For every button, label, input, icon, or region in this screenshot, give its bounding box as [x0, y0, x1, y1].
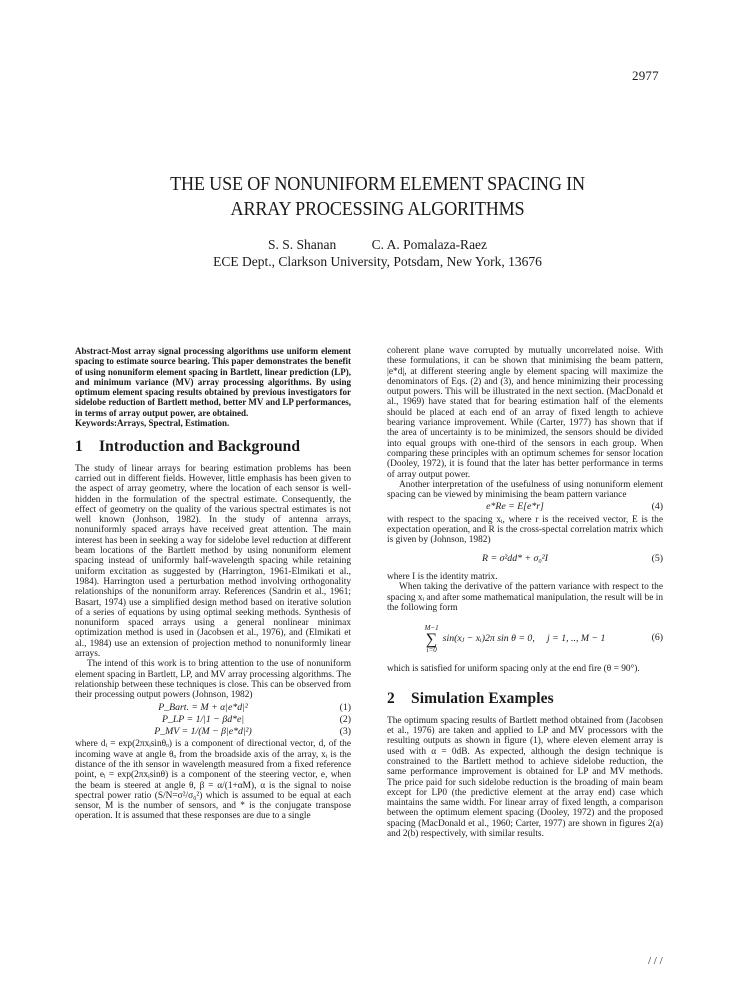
section-heading-1 [75, 438, 351, 456]
section-number: 2 [387, 690, 395, 708]
equation-body: R = σ²dd* + σ₀²I [482, 552, 548, 564]
equation-number: (3) [339, 726, 351, 738]
right-column [387, 346, 663, 839]
paragraph: which is satisfied for uniform spacing only at the end fire (θ = 90°). [387, 664, 640, 675]
equation-number: (4) [651, 501, 663, 513]
equation-number: (2) [339, 713, 351, 725]
equation-2 [75, 715, 351, 725]
title-block [0, 172, 755, 271]
abstract: Abstract-Most array signal processing algorithms use uniform element spacing to estimate source bearing. This paper demonstrates the benefit of using nonuniform element spacing in Bartlett, linear prediction (LP), and minimum variance (MV) array processing algorithms. By using optimum element spacing results obtained by previous investigators for sidelobe reduction of Bartlett method, better MV and LP performances, in terms of array output power, are obtained. [75, 346, 351, 418]
equation-4 [387, 502, 663, 512]
section-heading-2 [387, 690, 663, 708]
keywords: Keywords:Arrays, Spectral, Estimation. [75, 418, 230, 429]
section-title: Introduction and Background [99, 438, 301, 456]
equation-body: P_MV = 1/(M − β|e*d|²) [154, 726, 252, 738]
paragraph: where dᵢ = exp(2πxᵢsinθₒ) is a component of directional vector, d, of the incoming wave at angle θₒ from the broadside axis of the array, xᵢ is the distance of the ith sensor in wavelength measured from a fixed reference point, eᵢ = exp(2πxᵢsinθ) is a component of the steering vector, e, when the beam is steered at angle θ, β = α/(1+αM), α is the signal to noise spectral power ratio (S/N=σ²/σ₀²) which is assumed to be equal at each sensor, M is the number of sensors, and * is the conjugate transpose operation. It is assumed that these responses are due to a single [75, 739, 351, 822]
equation-number: (5) [651, 552, 663, 564]
paragraph: with respect to the spacing xᵢ, where r is the received vector, E is the expectation operation, and R is the cross-spectal correlation matrix which is given by (Johnson, 1982) [387, 514, 663, 546]
summation-sign [425, 625, 439, 654]
summation [425, 625, 606, 654]
paper-title-line-2: ARRAY PROCESSING ALGORITHMS [230, 199, 525, 220]
equation-body: P_LP = 1/|1 − βd*e| [161, 713, 245, 725]
summation-lower-limit: i=0 [426, 646, 437, 655]
equation-3 [75, 727, 351, 737]
paragraph: The optimum spacing results of Bartlett method obtained from (Jacobsen et al., 1976) are taken and applied to LP and MV processors with the resulting outputs as shown in figure (1), where eleven element array is used with α = 0dB. As expected, although the design technique is constrained to the Bartlett method to achieve sidelobe reduction, the same performance improvement is obtained for LP and MV methods. The price paid for such sidelobe reduction is the broading of main beam except for LP0 (the predictive element at the array end) case which maintains the same width. For linear array of fixed length, a comparison between the optimum element spacing (Dooley, 1972) and the proposed spacing (MacDonald et al., 1960; Carter, 1977) are shown in figures 2(a) and 2(b) respectively, with similar results. [387, 715, 663, 839]
paragraph: The intend of this work is to bring attention to the use of nonuniform element spacing in Bartlett, LP, and MV array processing algorithms. The relationship between these techniques is close. This can be observed from their processing output powers (Johnson, 1982) [75, 659, 351, 701]
equation-number: (1) [339, 701, 351, 713]
summation-upper-limit: M−1 [424, 624, 439, 633]
paragraph: where I is the identity matrix. [387, 571, 498, 582]
affiliation: ECE Dept., Clarkson University, Potsdam, New York, 13676 [213, 254, 542, 269]
equation-number: (6) [651, 632, 663, 644]
equation-body: P_Bart. = M + α|e*d|² [158, 701, 248, 713]
sigma-icon: ∑ [425, 631, 438, 649]
equation-1 [75, 703, 351, 713]
equation-body: e*Re = E[e*r] [486, 501, 544, 513]
equation-6-wrapper [387, 623, 643, 654]
author-2: C. A. Pomalaza-Raez [371, 237, 488, 252]
authors [0, 236, 755, 253]
author-1: S. S. Shanan [267, 237, 337, 252]
paragraph: When taking the derivative of the pattern variance with respect to the spacing xᵢ and after some mathematical manipulation, the result will be in the following form [387, 582, 663, 613]
scan-artifact-marks: / / / [648, 955, 663, 967]
paragraph: The study of linear arrays for bearing estimation problems has been carried out in different fields. However, little emphasis has been given to the aspect of array geometry, where the location of each sensor is well-hidden in the formulation of the spectral estimate. Consequently, the effect of geometry on the quality of the various spectral estimates is not well known (Jonhson, 1982). In the study of antenna arrays, nonuniformly spaced arrays have received great attention. The main interest has been in seeking a way for sidelobe level reduction at different beam locations of the Bartlett method by using nonuniform element spacing instead of uniformly half-wavelength spacing while retaining uniform excitation as suggested by (Harrington, 1961-Elmikati et al., 1984). Harrington used a perturbation method involving orthogonality relationships of the nonuniform array. References (Sandrin et al., 1961; Basart, 1974) use a simplified design method based on iterative solution of a series of equations by using optimal seeking methods. Synthesis of nonuniform spaced arrays using a general nonlinear minimax optimization method is used in (Jacobsen et al., 1976), and (Elmikati et al., 1984) use an extension of projection method to nonuniformly linear arrays. [75, 463, 351, 660]
equation-5 [387, 554, 663, 564]
paper-title-line-1: THE USE OF NONUNIFORM ELEMENT SPACING IN [170, 174, 585, 195]
left-column [75, 346, 351, 822]
equation-body: sin(xⱼ − xᵢ)2π sin θ = 0, j = 1, .., M − 1 [442, 633, 606, 645]
section-title: Simulation Examples [411, 690, 554, 708]
equation-6 [387, 623, 663, 654]
section-number: 1 [75, 438, 83, 456]
page-number: 2977 [632, 68, 659, 83]
paragraph: coherent plane wave corrupted by mutually uncorrelated noise. With these formulations, it can be shown that minimising the beam pattern, |e*d|, at different steering angle by element spacing will maximize the denominators of Eqs. (2) and (3), and hence minimizing their processing output powers. This will be illustrated in the next section. (MacDonald et al., 1969) have stated that for bearing estimation half of the elements should be placed at each end of an array of fixed length to achieve bearing variance improvement. While (Carter, 1977) has shown that if the area of uncertainty is to be minimized, the sensors should be divided into equal groups with one-third of the sensors in each group. When comparing these principles with an optimum schemes for sensor location (Dooley, 1972), it is found that the later has better performance in terms of array output power. [387, 346, 663, 480]
paragraph: Another interpretation of the usefulness of using nonuniform element spacing can be viewed by minimising the beam pattern variance [387, 479, 663, 501]
